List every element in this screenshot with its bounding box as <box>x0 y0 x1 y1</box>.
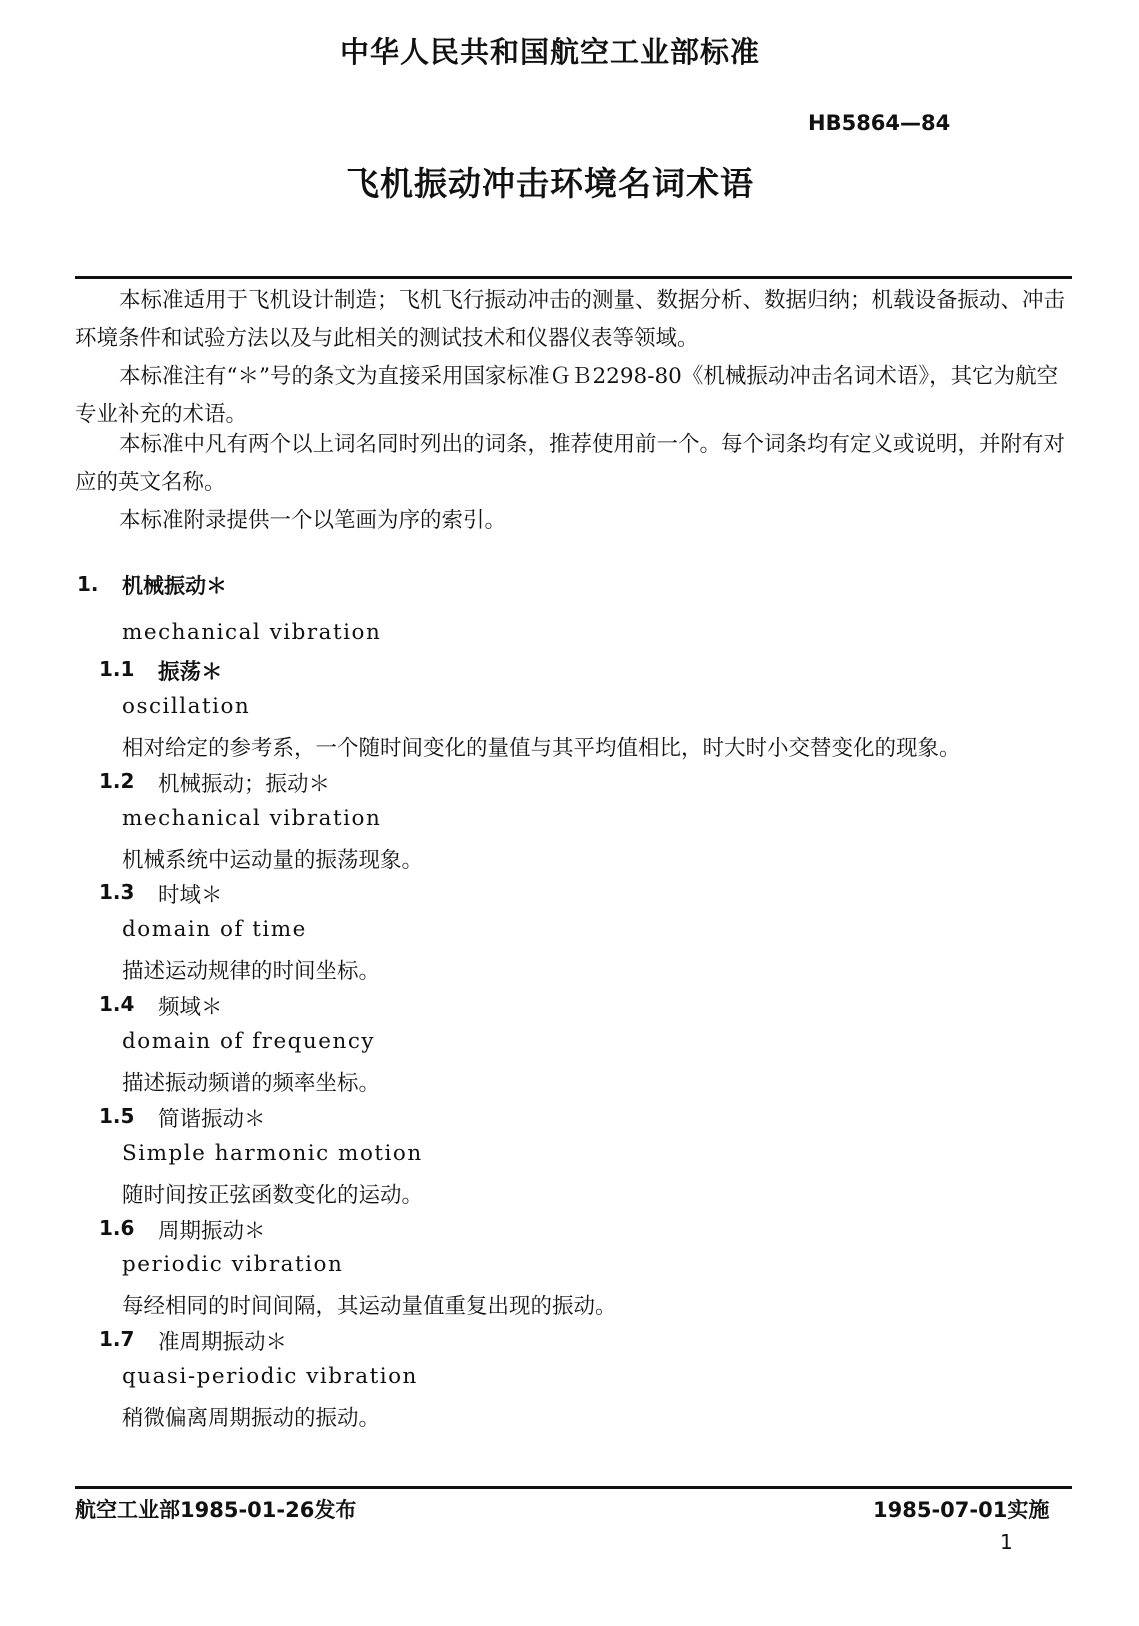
entry-number: 1.4 <box>99 992 135 1016</box>
standard-code: HB5864—84 <box>808 111 951 135</box>
entry-term: 准周期振动＊ <box>158 1330 288 1355</box>
document-title: 飞机振动冲击环境名词术语 <box>346 164 754 203</box>
entry-number: 1.2 <box>99 769 135 793</box>
top-rule <box>75 276 1072 279</box>
entry-number: 1.3 <box>99 880 135 904</box>
entry-definition: 描述运动规律的时间坐标。 <box>122 959 381 984</box>
intro-paragraph-4: 本标准附录提供一个以笔画为序的索引。 <box>119 508 507 533</box>
section-term: 机械振动＊ <box>122 574 227 598</box>
entry-english: oscillation <box>122 694 251 719</box>
bottom-rule <box>75 1486 1072 1489</box>
entry-term: 时域＊ <box>158 883 223 908</box>
entry-term: 简谐振动＊ <box>158 1107 266 1132</box>
entry-definition: 机械系统中运动量的振荡现象。 <box>122 848 424 873</box>
entry-number: 1.5 <box>99 1104 135 1128</box>
entry-definition: 描述振动频谱的频率坐标。 <box>122 1071 381 1096</box>
entry-term: 机械振动；振动＊ <box>158 772 331 797</box>
entry-number: 1.1 <box>99 657 135 681</box>
entry-english: Simple harmonic motion <box>122 1141 423 1166</box>
entry-number: 1.6 <box>99 1216 135 1240</box>
section-number: 1. <box>77 572 99 596</box>
intro-paragraph-1: 本标准适用于飞机设计制造；飞机飞行振动冲击的测量、数据分析、数据归纳；机载设备振动、冲击环境条件和试验方法以及与此相关的测试技术和仪器仪表等领域。 <box>75 288 1066 351</box>
page-number: 1 <box>1000 1530 1013 1554</box>
entry-english: domain of time <box>122 917 307 942</box>
entry-term: 周期振动＊ <box>158 1219 266 1244</box>
entry-term: 频域＊ <box>158 995 223 1020</box>
entry-english: domain of frequency <box>122 1029 376 1054</box>
entry-definition: 稍微偏离周期振动的振动。 <box>122 1406 381 1431</box>
issue-date: 航空工业部1985-01-26发布 <box>75 1498 357 1522</box>
entry-english: periodic vibration <box>122 1252 344 1277</box>
entry-number: 1.7 <box>99 1327 135 1351</box>
section-english: mechanical vibration <box>122 620 382 645</box>
entry-term: 振荡＊ <box>158 660 223 685</box>
entry-definition: 随时间按正弦函数变化的运动。 <box>122 1183 424 1208</box>
intro-paragraph-2: 本标准注有“＊”号的条文为直接采用国家标准ＧＢ2298-80《机械振动冲击名词术语》，其它为航空专业补充的术语。 <box>75 364 1059 427</box>
entry-definition: 相对给定的参考系，一个随时间变化的量值与其平均值相比，时大时小交替变化的现象。 <box>122 736 961 761</box>
intro-paragraph-3: 本标准中凡有两个以上词名同时列出的词条，推荐使用前一个。每个词条均有定义或说明，并附有对应的英文名称。 <box>75 432 1066 495</box>
effective-date: 1985-07-01实施 <box>873 1498 1050 1522</box>
entry-definition: 每经相同的时间间隔，其运动量值重复出现的振动。 <box>122 1294 617 1319</box>
entry-english: mechanical vibration <box>122 806 382 831</box>
entry-english: quasi-periodic vibration <box>122 1364 418 1389</box>
issuing-organization: 中华人民共和国航空工业部标准 <box>339 35 760 69</box>
